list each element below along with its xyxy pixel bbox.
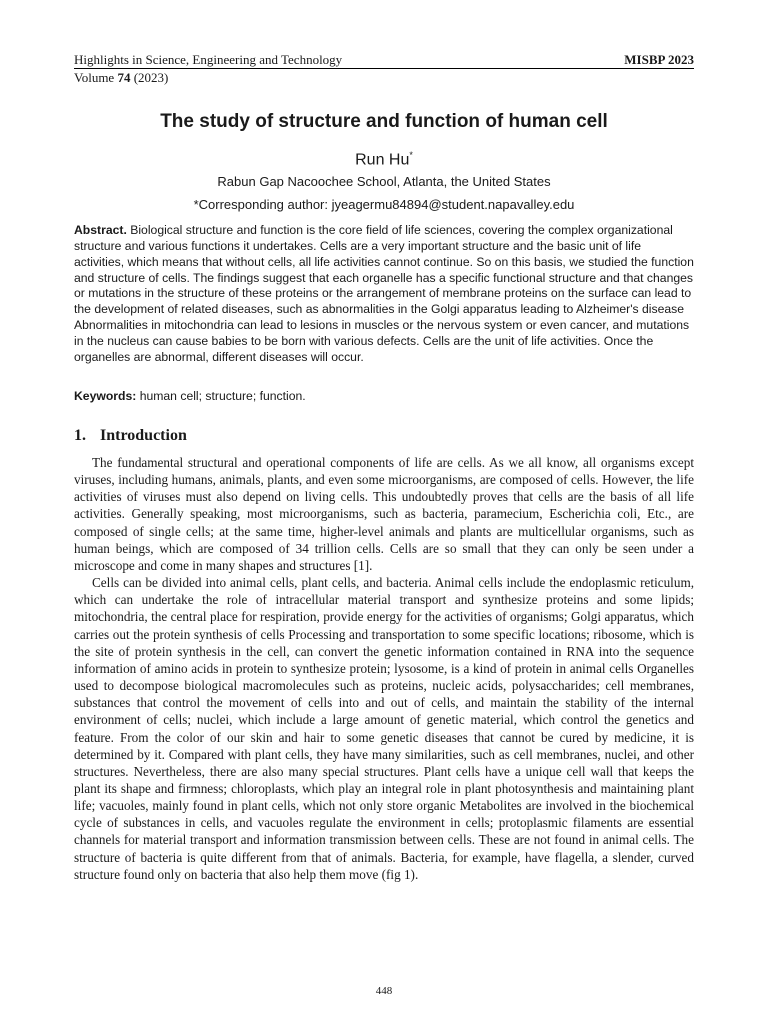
keywords-label: Keywords: (74, 389, 137, 403)
section-heading (74, 426, 187, 446)
abstract-label: Abstract. (74, 223, 127, 237)
author-name: Run Hu (355, 151, 410, 169)
volume-prefix: Volume (74, 70, 118, 85)
paper-title: The study of structure and function of human cell (160, 111, 608, 132)
volume-year: (2023) (130, 70, 169, 85)
body-text (74, 454, 694, 883)
keywords-text: human cell; structure; function. (136, 389, 306, 403)
section-title: Introduction (100, 427, 187, 444)
running-header (74, 52, 694, 85)
keywords (74, 388, 694, 404)
paragraph: Cells can be divided into animal cells, plant cells, and bacteria. Animal cells include the endoplasmic reticulum, which can undertake the role of intracellular material transport and synthesize proteins and some lipids; mitochondria, the central place for respiration, provide energy for the activities of organisms; Golgi apparatus, which carries out the protein synthesis of cells Processing and transportation to some specific locations; ribosome, which is the site of protein synthesis in the cell, can convert the genetic information contained in RNA into the sequence information of amino acids in protein to synthesize protein; lysosome, is a kind of protein in animal cells Organelles used to decompose biological macromolecules such as proteins, nucleic acids, polysaccharides; cell membranes, substances that control the movement of cells into and out of cells, and maintain the stability of the internal environment of cells; nuclei, which include a large amount of genetic material, which control the genetics and feature. From the color of our skin and hair to some genetic diseases that cannot be cured by medicine, it is determined by it. Compared with plant cells, they have many similarities, such as cell membranes, nuclei, and other structures. Nevertheless, there are also many special structures. Plant cells have a unique cell wall that keeps the plant its shape and firmness; chloroplasts, which play an integral role in plant photosynthesis and maintaining plant life; vacuoles, mainly found in plant cells, which not only store organic Metabolites are involved in the biochemical cycle of substances in cells, and vacuoles regulate the environment in cells; protoplasmic filaments are essential channels for material transport and information transmission between cells. These are not found in animal cells. The structure of bacteria is quite different from that of animals. Bacteria, for example, have flagella, a slender, curved structure found only on bacteria that also help them move (fig 1). (74, 575, 694, 882)
journal-name: Highlights in Science, Engineering and Technology (74, 52, 343, 67)
paragraph: The fundamental structural and operational components of life are cells. As we all know, all organisms except viruses, including humans, animals, plants, and even some microorganisms, are composed of cells. However, the life activities of viruses must also depend on living cells. This undoubtedly proves that cells are the basis of all life activities. Generally speaking, most microorganisms, such as bacteria, paramecium, Escherichia coli, Etc., are composed of single cells; at the same time, higher-level animals and plants are multicellular organisms, such as human beings, which are composed of 34 trillion cells. Cells are so small that they can only be seen under a microscope and come in many shapes and structures [1]. (74, 455, 694, 573)
abstract (74, 223, 694, 366)
author-line (74, 145, 694, 170)
corresponding-mark: * (409, 150, 413, 160)
volume-line (74, 70, 694, 85)
section-number: 1. (74, 427, 86, 444)
corresponding-author: *Corresponding author: jyeagermu84894@student.napavalley.edu (193, 197, 575, 212)
affiliation: Rabun Gap Nacoochee School, Atlanta, the United States (217, 174, 551, 189)
conference-name: MISBP 2023 (624, 52, 694, 67)
abstract-text: Biological structure and function is the core field of life sciences, covering the complex organizational structure and various functions it undertakes. Cells are a very important structure and the basic unit of life activities, which means that without cells, all life activities cannot continue. So on this basis, we studied the function and structure of cells. The findings suggest that each organelle has a specific functional structure and that changes or mutations in the structure of these proteins or the arrangement of membrane proteins on the surface can lead to the development of related diseases, such as abnormalities in the Golgi apparatus leading to Alzheimer's disease Abnormalities in mitochondria can lead to lesions in muscles or the nervous system or even cancer, and mutations in the nucleus can cause babies to be born with various defects. Cells are the unit of life activities. Once the organelles are abnormal, different diseases will occur. (74, 223, 694, 364)
volume-number: 74 (117, 70, 131, 85)
page-number: 448 (375, 985, 393, 997)
